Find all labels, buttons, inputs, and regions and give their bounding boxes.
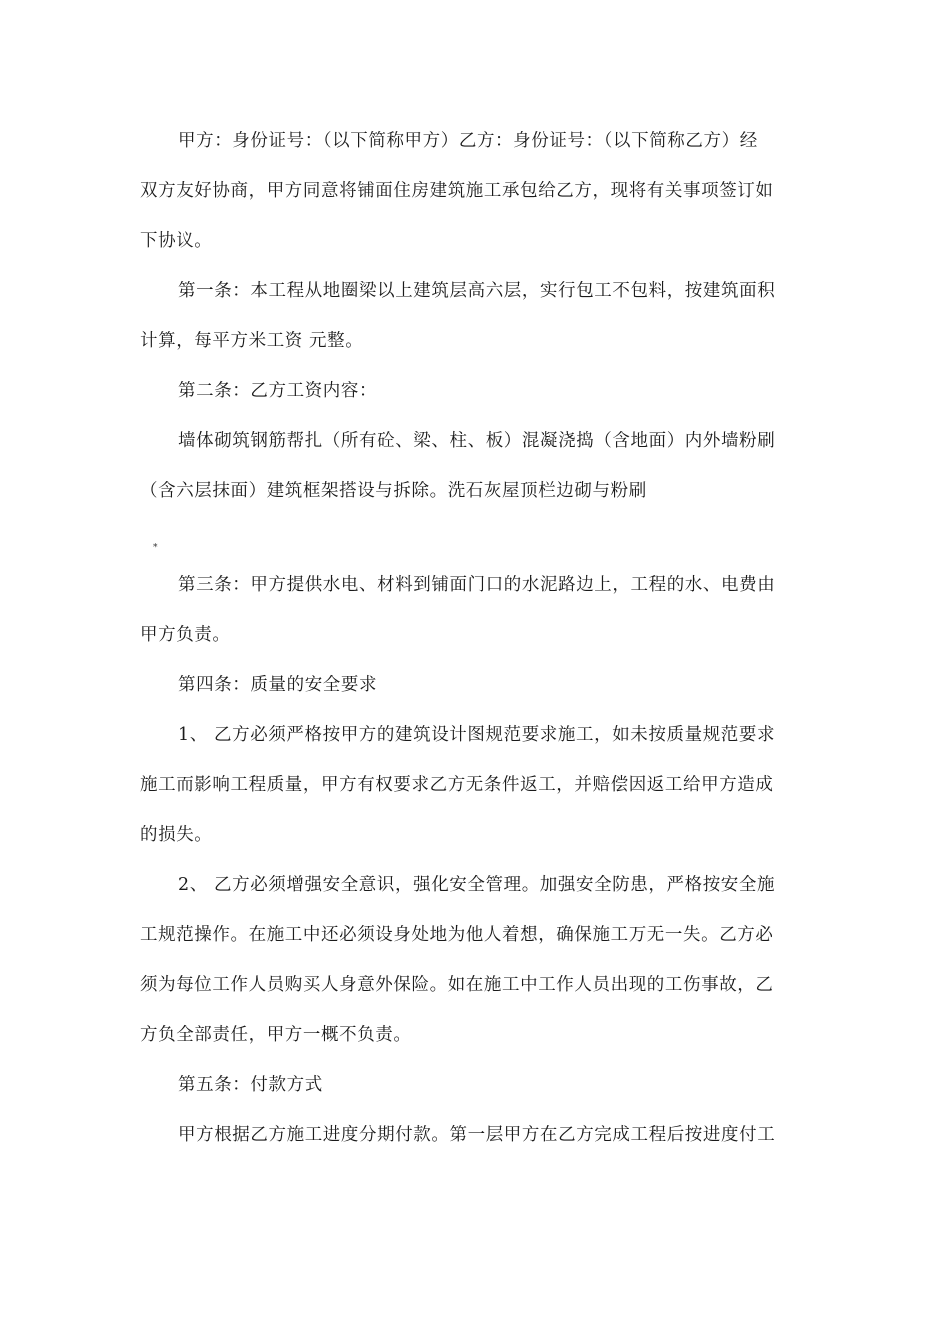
paragraph-line: 1、 乙方必须严格按甲方的建筑设计图规范要求施工，如未按质量规范要求 <box>178 725 776 745</box>
paragraph <box>140 710 830 860</box>
paragraph <box>140 860 830 1060</box>
paragraph-line: 须为每位工作人员购买人身意外保险。如在施工中工作人员出现的工伤事故，乙 <box>140 975 774 995</box>
paragraph <box>140 116 830 266</box>
paragraph-line: 计算，每平方米工资 元整。 <box>140 331 364 351</box>
paragraph-line: 第二条：乙方工资内容： <box>178 381 378 401</box>
paragraph-line: 的损失。 <box>140 825 213 845</box>
paragraph-line: 第三条：甲方提供水电、材料到铺面门口的水泥路边上，工程的水、电费由 <box>178 575 776 595</box>
paragraph-line: 2、 乙方必须增强安全意识，强化安全管理。加强安全防患，严格按安全施 <box>178 875 776 895</box>
paragraph <box>140 1060 830 1110</box>
paragraph-line: 第五条：付款方式 <box>178 1075 323 1095</box>
document-body <box>140 116 830 1160</box>
paragraph <box>140 660 830 710</box>
paragraph-line: 墙体砌筑钢筋帮扎（所有砼、梁、柱、板）混凝浇捣（含地面）内外墙粉刷 <box>178 431 776 451</box>
paragraph-line: 施工而影响工程质量，甲方有权要求乙方无条件返工，并赔偿因返工给甲方造成 <box>140 775 774 795</box>
paragraph <box>140 266 830 366</box>
paragraph <box>140 416 830 516</box>
paragraph-line: 第四条：质量的安全要求 <box>178 675 378 695</box>
stray-mark: * <box>153 543 158 553</box>
paragraph-line: 方负全部责任，甲方一概不负责。 <box>140 1025 412 1045</box>
paragraph-line: 工规范操作。在施工中还必须设身处地为他人着想，确保施工万无一失。乙方必 <box>140 925 774 945</box>
paragraph <box>140 1110 830 1160</box>
paragraph-line: 第一条：本工程从地圈梁以上建筑层高六层，实行包工不包料，按建筑面积 <box>178 281 776 301</box>
paragraph <box>140 366 830 416</box>
paragraph-line: 下协议。 <box>140 231 213 251</box>
paragraph-line: （含六层抹面）建筑框架搭设与拆除。洗石灰屋顶栏边砌与粉刷 <box>140 481 647 501</box>
paragraph <box>140 560 830 660</box>
paragraph-line: 甲方：身份证号：（以下简称甲方）乙方：身份证号：（以下简称乙方）经 <box>178 131 758 151</box>
paragraph-line: 甲方负责。 <box>140 625 231 645</box>
paragraph-line: 双方友好协商，甲方同意将铺面住房建筑施工承包给乙方，现将有关事项签订如 <box>140 181 774 201</box>
paragraph-line: 甲方根据乙方施工进度分期付款。第一层甲方在乙方完成工程后按进度付工 <box>178 1125 776 1145</box>
